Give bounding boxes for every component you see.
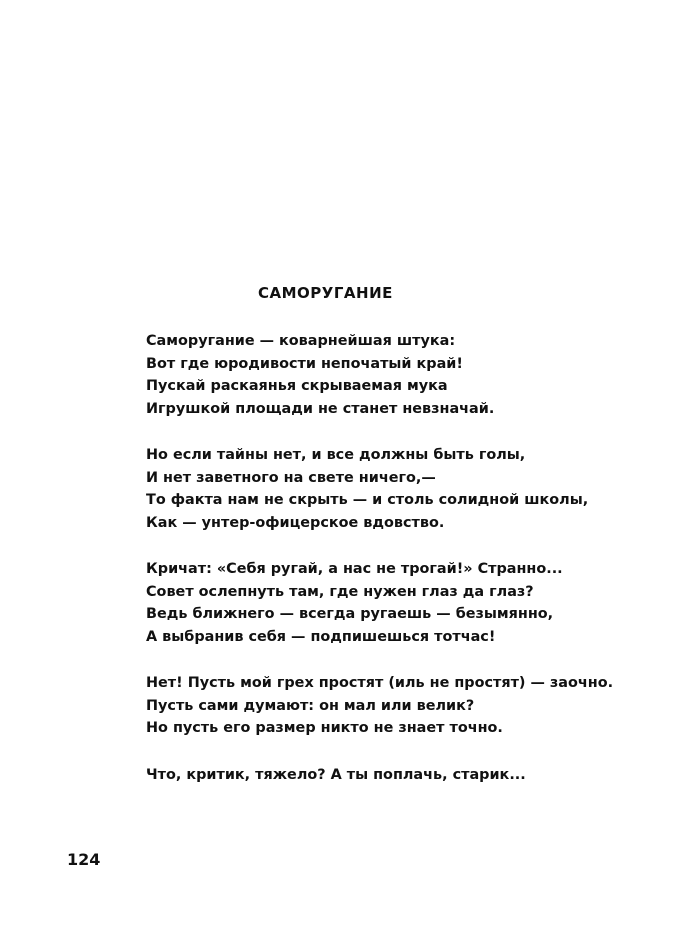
poem-line: Ведь ближнего — всегда ругаешь — безымянно, <box>146 606 554 622</box>
poem-line: Пусть сами думают: он мал или велик? <box>146 697 475 714</box>
poem-line: Пускай раскаянья скрываемая мука <box>146 378 448 394</box>
stanza <box>146 330 666 420</box>
poem-line: То факта нам не скрыть — и столь солидной школы, <box>146 492 589 508</box>
poem-line: И нет заветного на свете ничего,— <box>146 469 436 486</box>
poem-line: А выбранив себя — подпишешься тотчас! <box>146 628 496 645</box>
page-number: 124 <box>67 850 101 869</box>
poem-line: Как — унтер-офицерское вдовство. <box>146 514 445 531</box>
stanza <box>146 558 666 648</box>
stanza <box>146 764 666 787</box>
poem-line: Игрушкой площади не станет невзначай. <box>146 400 495 417</box>
stanza <box>146 444 666 534</box>
poem-line: Совет ослепнуть там, где нужен глаз да глаз? <box>146 583 534 600</box>
poem-line: Что, критик, тяжело? А ты поплачь, старик... <box>146 766 526 783</box>
poem-line: Нет! Пусть мой грех простят (иль не простят) — заочно. <box>146 675 614 691</box>
poem-title: САМОРУГАНИЕ <box>258 284 393 302</box>
poem-line: Но пусть его размер никто не знает точно. <box>146 720 503 736</box>
poem-line: Кричат: «Себя ругай, а нас не трогай!» Странно... <box>146 561 563 577</box>
poem-line: Саморугание — коварнейшая штука: <box>146 333 456 349</box>
stanza <box>146 672 666 740</box>
poem-body <box>146 330 666 810</box>
poem-line: Вот где юродивости непочатый край! <box>146 355 463 372</box>
poem-line: Но если тайны нет, и все должны быть голы, <box>146 447 526 463</box>
